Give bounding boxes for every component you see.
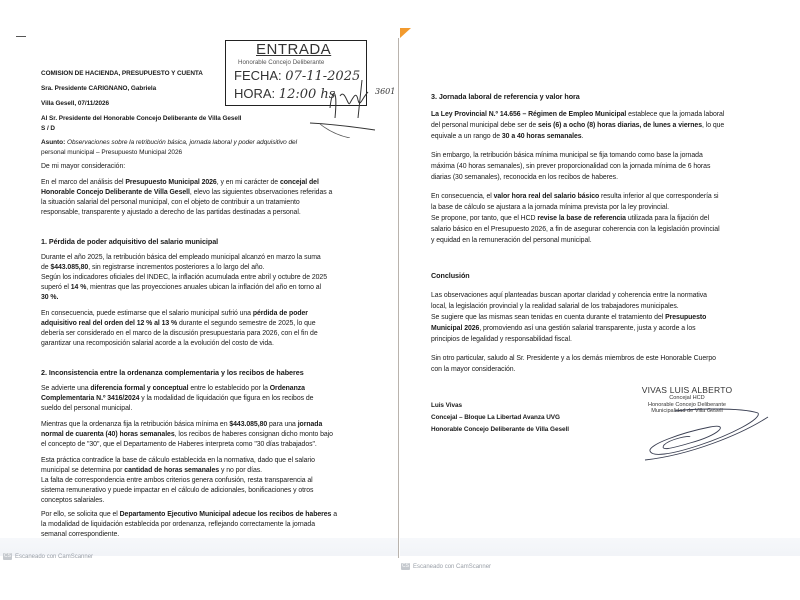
- svg-text:3601: 3601: [375, 87, 396, 96]
- signer-body: Honorable Concejo Deliberante de Villa Gesell: [431, 426, 569, 433]
- scan-artifact-right: [400, 538, 800, 556]
- stamp-time: HORA: 12:00 hs: [234, 86, 336, 102]
- president-line: Sra. Presidente CARIGNANO, Gabriela: [41, 85, 157, 92]
- stamp-org: Honorable Concejo Deliberante: [238, 59, 325, 66]
- section-1-heading: 1. Pérdida de poder adquisitivo del salario municipal: [41, 237, 219, 246]
- subject-line-2: personal municipal – Presupuesto Municipal 2026: [41, 149, 183, 156]
- margin-mark: [16, 36, 26, 37]
- handwritten-signature-icon: [630, 405, 770, 465]
- stamp-title: ENTRADA: [256, 41, 332, 58]
- conclusion-heading: Conclusión: [431, 271, 470, 280]
- camscanner-logo-icon: CS: [402, 563, 409, 569]
- place-date: Villa Gesell, 07/11/2026: [41, 100, 109, 107]
- seal-role: Concejal HCD: [669, 395, 705, 401]
- commission-header: COMISION DE HACIENDA, PRESUPUESTO Y CUENTA: [41, 70, 203, 77]
- section-3-heading: 3. Jornada laboral de referencia y valor hora: [431, 92, 580, 101]
- subject-line-1: Asunto: Observaciones sobre la retribución básica, jornada laboral y poder adquisitivo del: [41, 139, 297, 146]
- handwritten-initials-icon: [290, 78, 400, 138]
- seal-org: Honorable Concejo Deliberante: [647, 401, 727, 408]
- addressee: Al Sr. Presidente del Honorable Concejo Deliberante de Villa Gesell: [41, 115, 242, 122]
- seal-muni: Municipalidad de Villa Gesell: [651, 408, 723, 414]
- document-page-left: COMISION DE HACIENDA, PRESUPUESTO Y CUENTA Sra. Presidente CARIGNANO, Gabriela Villa Gesell, 07/11/2026 Al Sr. Presidente del Honorable Concejo Deliberante de Villa Gesell S / D Asunto: Observaciones sobre la retribución básica, jornada laboral y poder adquisitivo del personal municipal – Presupuesto Municipal 2026 De mi mayor consideración: En el marco del análisis del Presupuesto Municipal 2026, y en mi carácter de concejal del Honorable Concejo Deliberante de Villa Gesell, elevo las siguientes observaciones referidas a la situación salarial del personal municipal, con el objeto de contribuir a un tratamiento responsable, transparente y ajustado a derecho de las partidas destinadas a personal. 1. Pérdida de poder adquisitivo del salario municipal Durante el año 2025, la retribución básica del empleado municipal alcanzó en marzo la suma de $443.085,80, sin registrarse incrementos posteriores a lo largo del año. Según los indicadores oficiales del INDEC, la inflación acumulada entre abril y octubre de 2025 superó el 14 %, mientras que las proyecciones anuales ubican la inflación del año en torno al 30 %. En consecuencia, puede estimarse que el salario municipal sufrió una pérdida de poder adquisitivo real del orden del 12 % al 13 % durante el segundo semestre de 2025, lo que debería ser considerado en el marco de la discusión presupuestaria para 2026, con el fin de garantizar una recomposición salarial acorde a la evolución del costo de vida. 2. Inconsistencia entre la ordenanza complementaria y los recibos de haberes Se advierte una diferencia formal y conceptual entre lo establecido por la Ordenanza Complementaria N.º 3416/2024 y la modalidad de liquidación que figura en los recibos de sueldo del personal municipal. Mientras que la ordenanza fija la retribución básica mínima en $443.085,80 para una jornada normal de cuarenta (40) horas semanales, los recibos de haberes consignan dicho monto bajo el concepto de "30", que el Departamento de Haberes interpreta como "30 días trabajados". Esta práctica contradice la base de cálculo establecida en la normativa, dado que el salario municipal se determina por cantidad de horas semanales y no por días. La falta de correspondencia entre ambos criterios genera confusión, resta transparencia al sistema remunerativo y puede impactar en el cálculo de adicionales, bonificaciones y otros conceptos salariales. Por ello, se solicita que el Departamento Ejecutivo Municipal adecue los recibos de haberes a la modalidad de liquidación establecida por ordenanza, reflejando correctamente la jornada semanal correspondiente. CS Escaneado con CamScanner: [0, 0, 400, 600]
- signer-name: Luis Vivas: [431, 402, 462, 409]
- camscanner-logo-icon: CS: [4, 553, 11, 559]
- sd-line: S / D: [41, 125, 55, 132]
- section-2-heading: 2. Inconsistencia entre la ordenanza complementaria y los recibos de haberes: [41, 368, 304, 377]
- page-divider: [398, 38, 399, 558]
- camscanner-watermark: CS Escaneado con CamScanner: [4, 553, 94, 560]
- greeting: De mi mayor consideración:: [41, 163, 126, 170]
- camscanner-watermark-right: CS Escaneado con CamScanner: [402, 563, 492, 570]
- stamp-date: FECHA: 07-11-2025: [234, 68, 361, 84]
- seal-name: VIVAS LUIS ALBERTO: [641, 385, 733, 395]
- signer-role: Concejal – Bloque La Libertad Avanza UVG: [431, 414, 560, 421]
